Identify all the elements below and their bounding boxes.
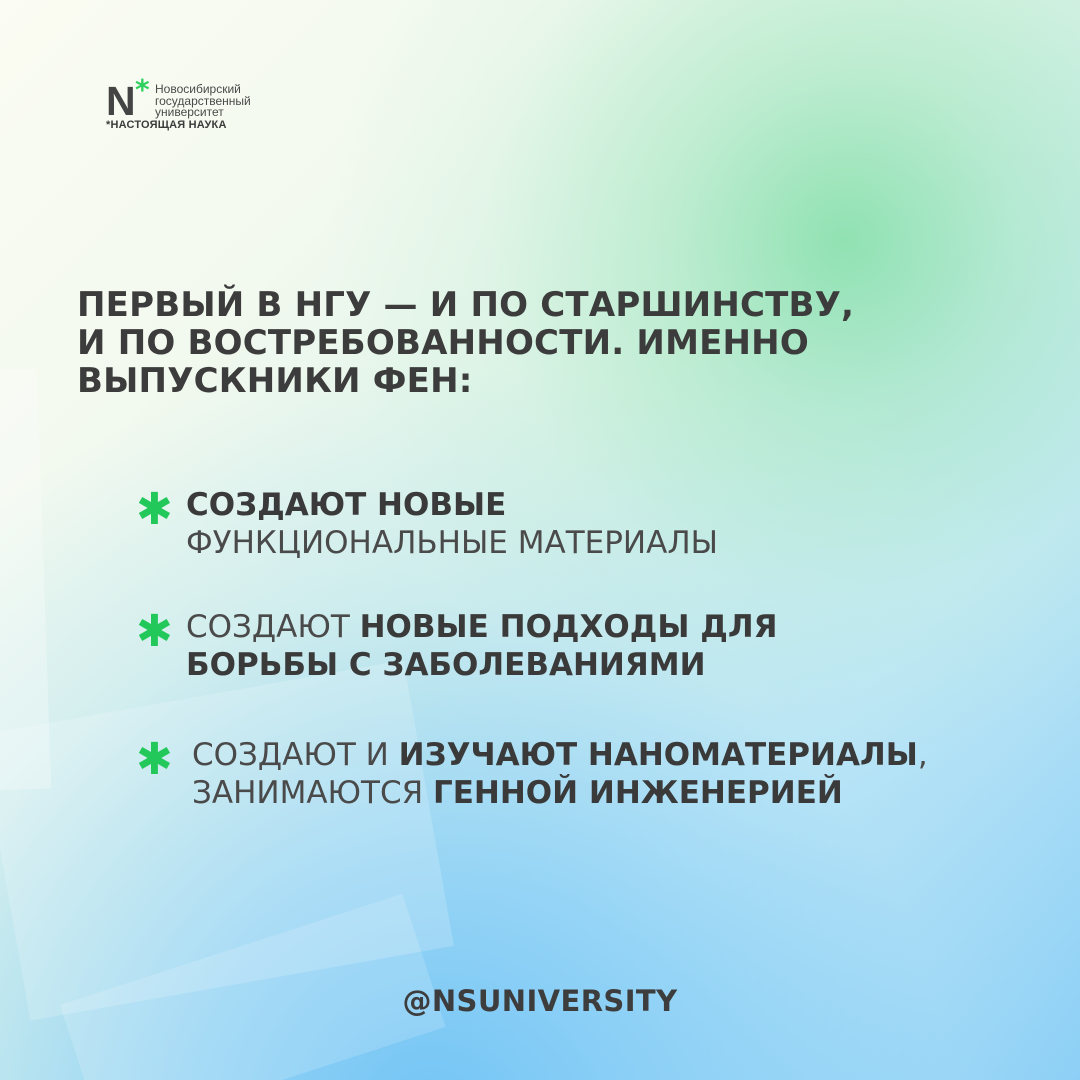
feature-1-bold-text: СОЗДАЮТ НОВЫЕ (186, 487, 507, 523)
social-handle: @NSUNIVERSITY (402, 984, 678, 1018)
feature-2-light-text: СОЗДАЮТ (186, 609, 360, 645)
feature-2-line-1 (186, 610, 778, 644)
feature-3-line-2 (192, 776, 843, 810)
feature-item-nanomaterials (136, 734, 996, 818)
feature-3-line-1 (192, 738, 928, 772)
logo-university-name (155, 84, 300, 119)
headline-line-2: И ПО ВОСТРЕБОВАННОСТИ. ИМЕННО (77, 323, 809, 363)
feature-2-bold-text-line-2: БОРЬБЫ С ЗАБОЛЕВАНИЯМИ (186, 647, 706, 683)
asterisk-icon: ✱ (136, 734, 173, 785)
feature-2-line-2 (186, 648, 706, 682)
feature-item-functional-materials (136, 484, 896, 568)
feature-3-punctuation: , (917, 737, 928, 773)
logo-name-line-2: государственный (155, 93, 251, 108)
feature-3-bold-text-line-2: ГЕННОЙ ИНЖЕНЕРИЕЙ (432, 775, 843, 811)
feature-1-line-1 (186, 488, 506, 522)
left-translucent-panel (0, 369, 51, 792)
headline-line-1: ПЕРВЫЙ В НГУ — И ПО СТАРШИНСТВУ, (77, 285, 855, 325)
logo-name-line-3: университет (155, 105, 224, 119)
nsu-logo (106, 73, 296, 137)
feature-item-disease-approaches (136, 606, 936, 690)
feature-3-light-text: СОЗДАЮТ И (192, 737, 399, 773)
logo-tagline: *НАСТОЯЩАЯ НАУКА (106, 119, 227, 131)
bottom-translucent-panel (0, 660, 454, 1020)
feature-3-bold-text: ИЗУЧАЮТ НАНОМАТЕРИАЛЫ (398, 737, 918, 773)
logo-star-icon: * (135, 73, 150, 106)
logo-letter-n: N (106, 78, 135, 124)
feature-1-light-text: ФУНКЦИОНАЛЬНЫЕ МАТЕРИАЛЫ (186, 525, 718, 561)
feature-3-light-text-line-2: ЗАНИМАЮТСЯ (192, 775, 433, 811)
feature-1-line-2 (186, 526, 718, 560)
feature-2-bold-text: НОВЫЕ ПОДХОДЫ ДЛЯ (359, 609, 778, 645)
page-headline (77, 286, 937, 400)
logo-name-line-1: Новосибирский (155, 82, 241, 96)
asterisk-icon: ✱ (136, 484, 173, 535)
headline-line-3: ВЫПУСКНИКИ ФЕН: (77, 361, 473, 401)
asterisk-icon: ✱ (136, 606, 173, 657)
